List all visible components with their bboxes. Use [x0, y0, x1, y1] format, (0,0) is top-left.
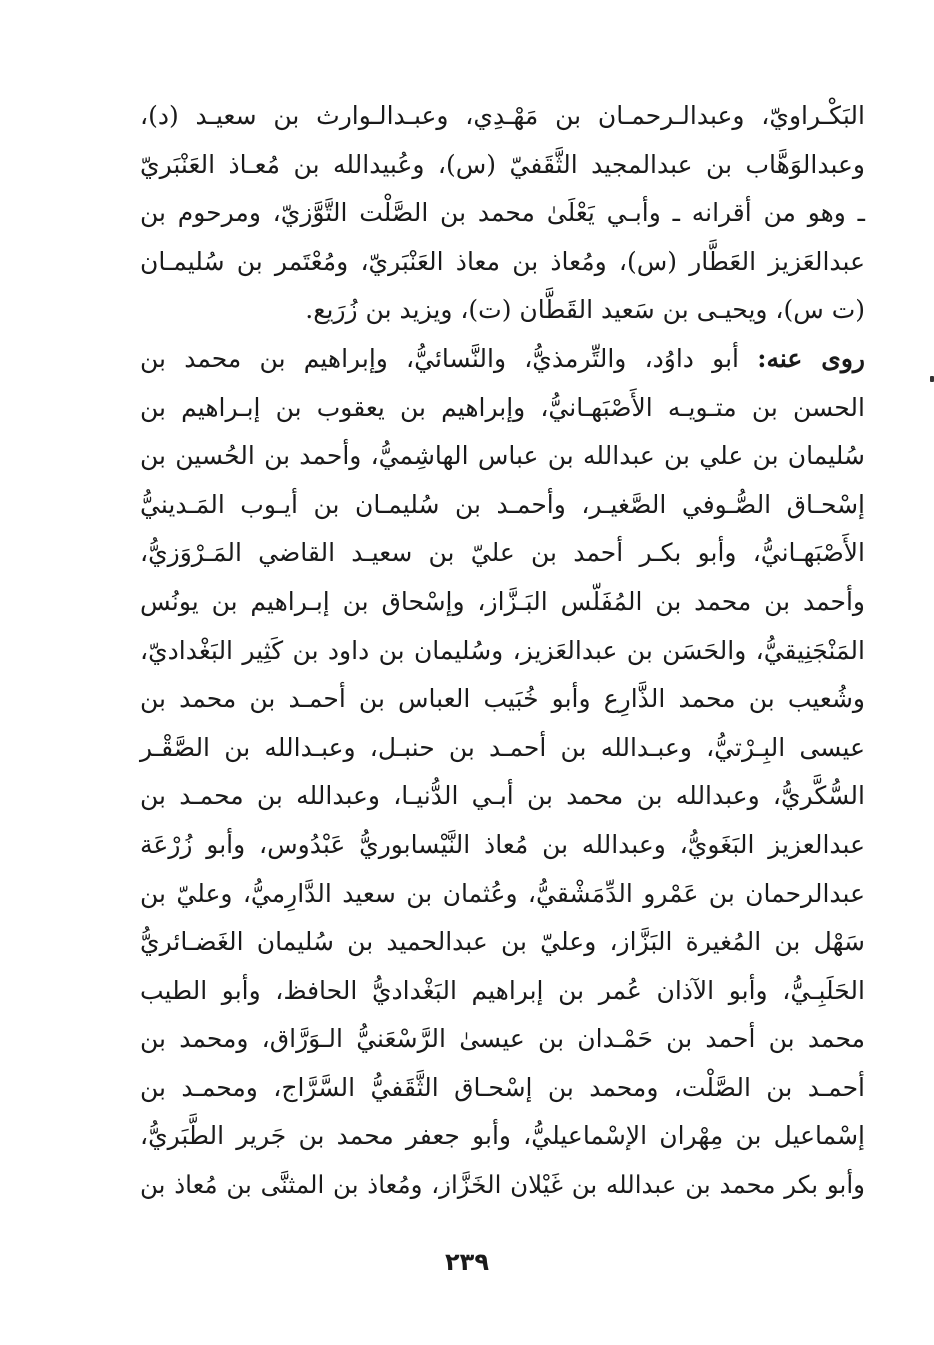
- page-number: ٢٣٩: [445, 1248, 489, 1276]
- text-line: الحسن بن متـويـه الأَصْبَهـانيُّ، وإبراهيم بن يعقوب بن إبـراهيم بن: [140, 392, 865, 422]
- section-lead: روى عنه:: [757, 343, 866, 373]
- text-line: إسْحـاق الصُّـوفي الصَّغيـر، وأحمـد بن سُليمـان بن أيـوب المَـدينيُّ: [140, 489, 865, 519]
- text-line: عيسى البِـرْتيُّ، وعبـدالله بن أحمـد بن حنبـل، وعبـدالله بن الصَّقْـر: [140, 732, 865, 762]
- paragraph-students: [140, 335, 865, 1210]
- paragraph-teachers: [140, 92, 865, 335]
- text-line: عبدالعزيز البَغَويُّ، وعبدالله بن مُعاذ النَّيْسابوريُّ عَبْدُوس، وأبو زُرْعَة: [140, 829, 865, 859]
- main-text: [140, 92, 865, 1210]
- text-line: سَهْل بن المُغيرة البَزَّاز، وعليّ بن عبدالحميد بن سُليمان الغَضـائريُّ: [140, 927, 865, 957]
- text-line: محمد بن أحمد بن حَمْـدان بن عيسىٰ الرَّسْعَنيُّ الـوَرَّاق، ومحمد بن: [140, 1024, 865, 1054]
- text-line: عبدالرحمان بن عَمْرو الدِّمَشْقيُّ، وعُثمان بن سعيد الدَّارِميُّ، وعليّ بن: [140, 878, 865, 908]
- text-line: المَنْجَنِيقيُّ، والحَسَن بن عبدالعَزيز، وسُليمان بن داود بن كَثِير البَغْداديّ،: [140, 635, 865, 665]
- text-line: سُليمان بن علي بن عبدالله بن عباس الهاشِميُّ، وأحمد بن الحُسين بن: [140, 441, 865, 471]
- text-line: وأحمد بن محمد بن المُفَلّس البَـزَّاز، وإسْحاق بن إبـراهيم بن يونُس: [140, 586, 865, 616]
- text-line-rest: أبو داوُد، والتِّرمذيُّ، والنَّسائيُّ، وإبراهيم بن محمد بن: [140, 343, 758, 373]
- margin-mark: [930, 376, 934, 382]
- text-line: السُّكَّريُّ، وعبدالله بن محمد بن أبـي الدُّنيـا، وعبدالله بن محمـد بن: [140, 781, 865, 811]
- text-line: عبدالعَزيز العَطَّار (س)، ومُعاذ بن معاذ العَنْبَريّ، ومُعْتَمر بن سُليمـان: [140, 246, 865, 276]
- text-line: ـ وهو من أقرانه ـ وأبـي يَعْلَىٰ محمد بن الصَّلْت التَّوَّزيّ، ومرحوم بن: [140, 198, 865, 228]
- text-line: وأبو بكر محمد بن عبدالله بن غَيْلان الخَزَّاز، ومُعاذ بن المثنَّى بن مُعاذ بن: [140, 1170, 865, 1200]
- text-line: [140, 335, 865, 384]
- text-line: وشُعيب بن محمد الذَّارِع وأبو خُبَيب العباس بن أحمـد بن محمد بن: [140, 684, 865, 714]
- text-line: إسْماعيل بن مِهْران الإسْماعيليُّ، وأبو جعفر محمد بن جَرير الطَّبَريُّ،: [140, 1121, 865, 1151]
- text-line: أحمـد بن الصَّلْت، ومحمد بن إسْحـاق الثَّقَفيُّ السَّرَّاج، ومحمـد بن: [140, 1072, 865, 1102]
- text-line: (ت س)، ويحيـى بن سَعيد القَطَّان (ت)، ويزيد بن زُرَيع.: [305, 295, 865, 325]
- text-line: وعبدالوَهَّاب بن عبدالمجيد الثَّقَفيّ (س)، وعُبيدالله بن مُعـاذ العَنْبَريّ: [140, 149, 865, 179]
- text-line: البَكْـراويّ، وعبدالـرحمـان بن مَهْـدِي، وعبـدالـوارث بن سعيـد (د)،: [140, 101, 865, 130]
- text-line: الحَلَبِـيُّ، وأبو الآذان عُمر بن إبراهيم البَغْداديُّ الحافظ، وأبو الطيب: [140, 975, 865, 1005]
- text-line: الأَصْبَهـانيُّ، وأبو بكـر أحمد بن عليّ بن سعيـد القاضي المَـرْوَزيُّ،: [140, 538, 865, 568]
